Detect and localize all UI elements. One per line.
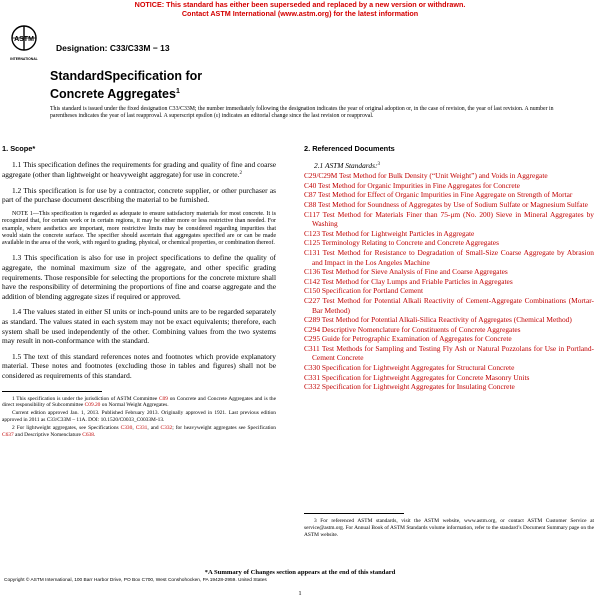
reference-item[interactable] [304,325,594,335]
reference-code[interactable]: C117 [304,209,320,219]
reference-title: Test Method for Effect of Organic Impurities in Fine Aggregate on Strength of Mortar [318,190,573,200]
logo-text: ASTM [14,36,34,43]
reference-title: Test Method for Bulk Density (“Unit Weight”) and Voids in Aggregate [338,171,548,181]
reference-item[interactable] [304,382,594,392]
paragraph-1-3: 1.3 This specification is also for use in project specifications to define the quality of aggregate, the nominal maximum size of the aggregate, and other specific grading requirements. Those responsible for selecting the proportions for the concrete mixture shall have the responsibility of determining the proportions of fine and coarse aggregate and the addition of blending aggregate sizes if required or approved. [2,253,276,301]
reference-code[interactable]: C87 [304,190,317,200]
reference-code[interactable]: C131 [304,247,321,257]
reference-code[interactable]: C88 [304,199,317,209]
designation: Designation: C33/C33M − 13 [56,43,170,53]
reference-item[interactable] [304,334,594,344]
reference-item[interactable] [304,229,594,239]
reference-item[interactable] [304,248,594,267]
reference-title: Test Method for Soundness of Aggregates by Use of Sodium Sulfate or Magnesium Sulfate [318,199,588,209]
title-line-2-text: Concrete Aggregates [50,87,176,102]
footnote-1-text-a: 1 This specification is under the jurisdiction of ASTM Committee [12,395,158,402]
reference-code[interactable]: C332 [304,382,321,392]
footnote-2-sep: , [132,424,134,431]
reference-title: Specification for Lightweight Aggregates for Structural Concrete [321,363,515,373]
link-c637[interactable]: C637 [2,431,14,438]
reference-code[interactable]: C136 [304,267,321,277]
reference-code[interactable]: C295 [304,334,321,344]
paragraph-1-4: 1.4 The values stated in either SI units or inch-pound units are to be regarded separately as standard. The values stated in each system may not be exact equivalents; therefore, each system shall be used independently of the other. Combining values from the two systems may result in non-conformance with the standard. [2,307,276,346]
section-heading-scope: 1. Scope* [2,144,36,153]
footnote-2-text-c: and Descriptive Nomenclature [15,431,81,438]
reference-item[interactable] [304,267,594,277]
reference-title: Test Method for Materials Finer than 75-μm (No. 200) Sieve in Mineral Aggregates by Washing [312,209,594,229]
reference-code[interactable]: C142 [304,276,321,286]
issuance-statement: This standard is issued under the fixed designation C33/C33M; the number immediately following the designation indicates the year of original adoption or, in the case of revision, the year of last revision. A number in parentheses indicates the year of last reapproval. A superscript epsilon (ε) indicates an editorial change since the last revision or reapproval. [50,106,554,120]
link-c332[interactable]: C332 [160,424,173,431]
reference-item[interactable] [304,373,594,383]
paragraph-1-1 [2,160,276,180]
reference-title: Descriptive Nomenclature for Constituents of Concrete Aggregates [321,324,521,334]
document-title [50,69,202,102]
right-footnotes [304,509,594,539]
left-column [2,144,276,439]
astm-standards-label: 2.1 ASTM Standards: [314,160,378,170]
link-c638[interactable]: C638 [82,431,94,438]
reference-title: Specification for Lightweight Aggregates for Concrete Masonry Units [321,372,530,382]
reference-item[interactable] [304,286,594,296]
reference-title: Specification for Lightweight Aggregates for Insulating Concrete [321,382,515,392]
page-number: 1 [298,590,302,597]
reference-title: Guide for Petrographic Examination of Aggregates for Concrete [321,334,512,344]
reference-title: Test Method for Lightweight Particles in Aggregate [321,228,475,238]
footnote-1-edition: Current edition approved Jan. 1, 2013. Published February 2013. Originally approved in 1921. Last previous edition approved in 2011 as C33/C33M – 11A. DOI: 10.1520/C0033_C0033M-13. [2,410,276,423]
reference-item[interactable] [304,238,594,248]
reference-item[interactable] [304,277,594,287]
copyright-line: Copyright © ASTM International, 100 Barr Harbor Drive, PO Box C700, West Conshohocken, PA 19428-2959. United States [4,578,267,583]
astm-logo-icon [10,24,38,66]
reference-item[interactable] [304,190,594,200]
paragraph-1-1-text: 1.1 This specification defines the requirements for grading and quality of fine and coarse aggregate (other than lightweight or heavyweight aggregate) for use in concrete. [2,159,276,180]
footnote-marker-3: 3 [377,161,380,167]
reference-title: Test Method for Organic Impurities in Fine Aggregates for Concrete [318,180,520,190]
footnote-2 [2,425,276,439]
footnote-2-end: . [93,431,96,438]
reference-code[interactable]: C330 [304,363,321,373]
footnote-2-text-a: 2 For lightweight aggregates, see Specifications [12,424,119,431]
link-c331[interactable]: C331 [135,424,148,431]
right-column [304,144,594,392]
reference-title: Test Method for Clay Lumps and Friable Particles in Aggregates [321,276,513,286]
footnote-marker-2: 2 [239,171,242,177]
reference-code[interactable]: C289 [304,315,321,325]
note-1: NOTE 1—This specification is regarded as adequate to ensure satisfactory materials for most concrete. It is recognized that, for certain work or in certain regions, it may be either more or less restrictive than needed. For example, where aesthetics are important, more restrictive limits may be considered regarding impurities that would stain the concrete surface. The specifier should ascertain that aggregates specified are or can be made available in the area of the work, with regard to grading, physical, or chemical properties, or combination thereof. [2,210,276,247]
title-line-1: StandardSpecification for [50,69,203,83]
logo-subtext: INTERNATIONAL [10,57,38,61]
reference-title: Test Method for Sieve Analysis of Fine and Coarse Aggregates [321,267,508,277]
reference-item[interactable] [304,171,594,181]
reference-item[interactable] [304,296,594,315]
link-c330[interactable]: C330 [120,424,133,431]
reference-item[interactable] [304,344,594,363]
footnote-1 [2,396,276,410]
reference-title: Test Method for Potential Alkali Reactivity of Cement-Aggregate Combinations (Mortar-Bar Method) [312,295,595,315]
summary-of-changes-note: *A Summary of Changes section appears at the end of this standard [204,569,396,576]
footnote-divider [2,391,102,392]
footnote-2-and: , and [147,424,159,431]
astm-standards-subheading [304,160,594,171]
section-heading-referenced-documents: 2. Referenced Documents [304,144,395,153]
reference-title: Test Method for Resistance to Degradation of Small-Size Coarse Aggregate by Abrasion and Impact in the Los Angeles Machine [312,247,594,267]
notice-line-1: NOTICE: This standard has either been superseded and replaced by a new version or withdrawn. [134,0,466,9]
reference-code[interactable]: C311 [304,343,320,353]
reference-code[interactable]: C125 [304,238,321,248]
reference-code[interactable]: C123 [304,228,321,238]
reference-title: Specification for Portland Cement [321,286,424,296]
reference-item[interactable] [304,210,594,229]
link-c09-20[interactable]: C09.20 [84,402,101,409]
paragraph-1-2: 1.2 This specification is for use by a contractor, concrete supplier, or other purchaser as part of the purchase document describing the material to be furnished. [2,185,276,205]
supersession-notice [0,0,600,18]
footnote-2-text-b: ; for heavyweight aggregates see Specification [172,424,276,431]
reference-item[interactable] [304,315,594,325]
title-footnote-marker: 1 [175,88,180,95]
footnote-1-text-b: on Concrete and Concrete Aggregates and is the direct responsibility of Subcommittee [2,395,276,409]
reference-title: Terminology Relating to Concrete and Concrete Aggregates [321,238,499,248]
reference-item[interactable] [304,200,594,210]
footnote-divider [304,513,404,514]
reference-code[interactable]: C150 [304,286,321,296]
paragraph-1-5: 1.5 The text of this standard references notes and footnotes which provide explanatory material. These notes and footnotes (excluding those in tables and figures) shall not be considered as requirements of this standard. [2,351,276,380]
reference-title: Test Methods for Sampling and Testing Fly Ash or Natural Pozzolans for Use in Portland-Cement Concrete [312,343,595,363]
reference-list [304,171,594,392]
reference-code[interactable]: C227 [304,295,321,305]
footnote-3: 3 For referenced ASTM standards, visit the ASTM website, www.astm.org, or contact ASTM Customer Service at service@astm.org. For Annual Book of ASTM Standards volume information, refer to the standard’s Document Summary page on the ASTM website. [304,518,594,538]
reference-code[interactable]: C29/C29M [304,171,338,181]
reference-code[interactable]: C40 [304,180,317,190]
notice-line-2: Contact ASTM International (www.astm.org) for the latest information [181,9,419,18]
reference-code[interactable]: C294 [304,324,321,334]
reference-item[interactable] [304,363,594,373]
reference-code[interactable]: C331 [304,372,321,382]
reference-title: Test Method for Potential Alkali-Silica Reactivity of Aggregates (Chemical Method) [321,315,572,325]
reference-item[interactable] [304,181,594,191]
title-line-2 [50,84,202,102]
link-c09[interactable]: C09 [158,395,168,402]
footnote-1-text-c: on Normal Weight Aggregates. [101,402,169,409]
